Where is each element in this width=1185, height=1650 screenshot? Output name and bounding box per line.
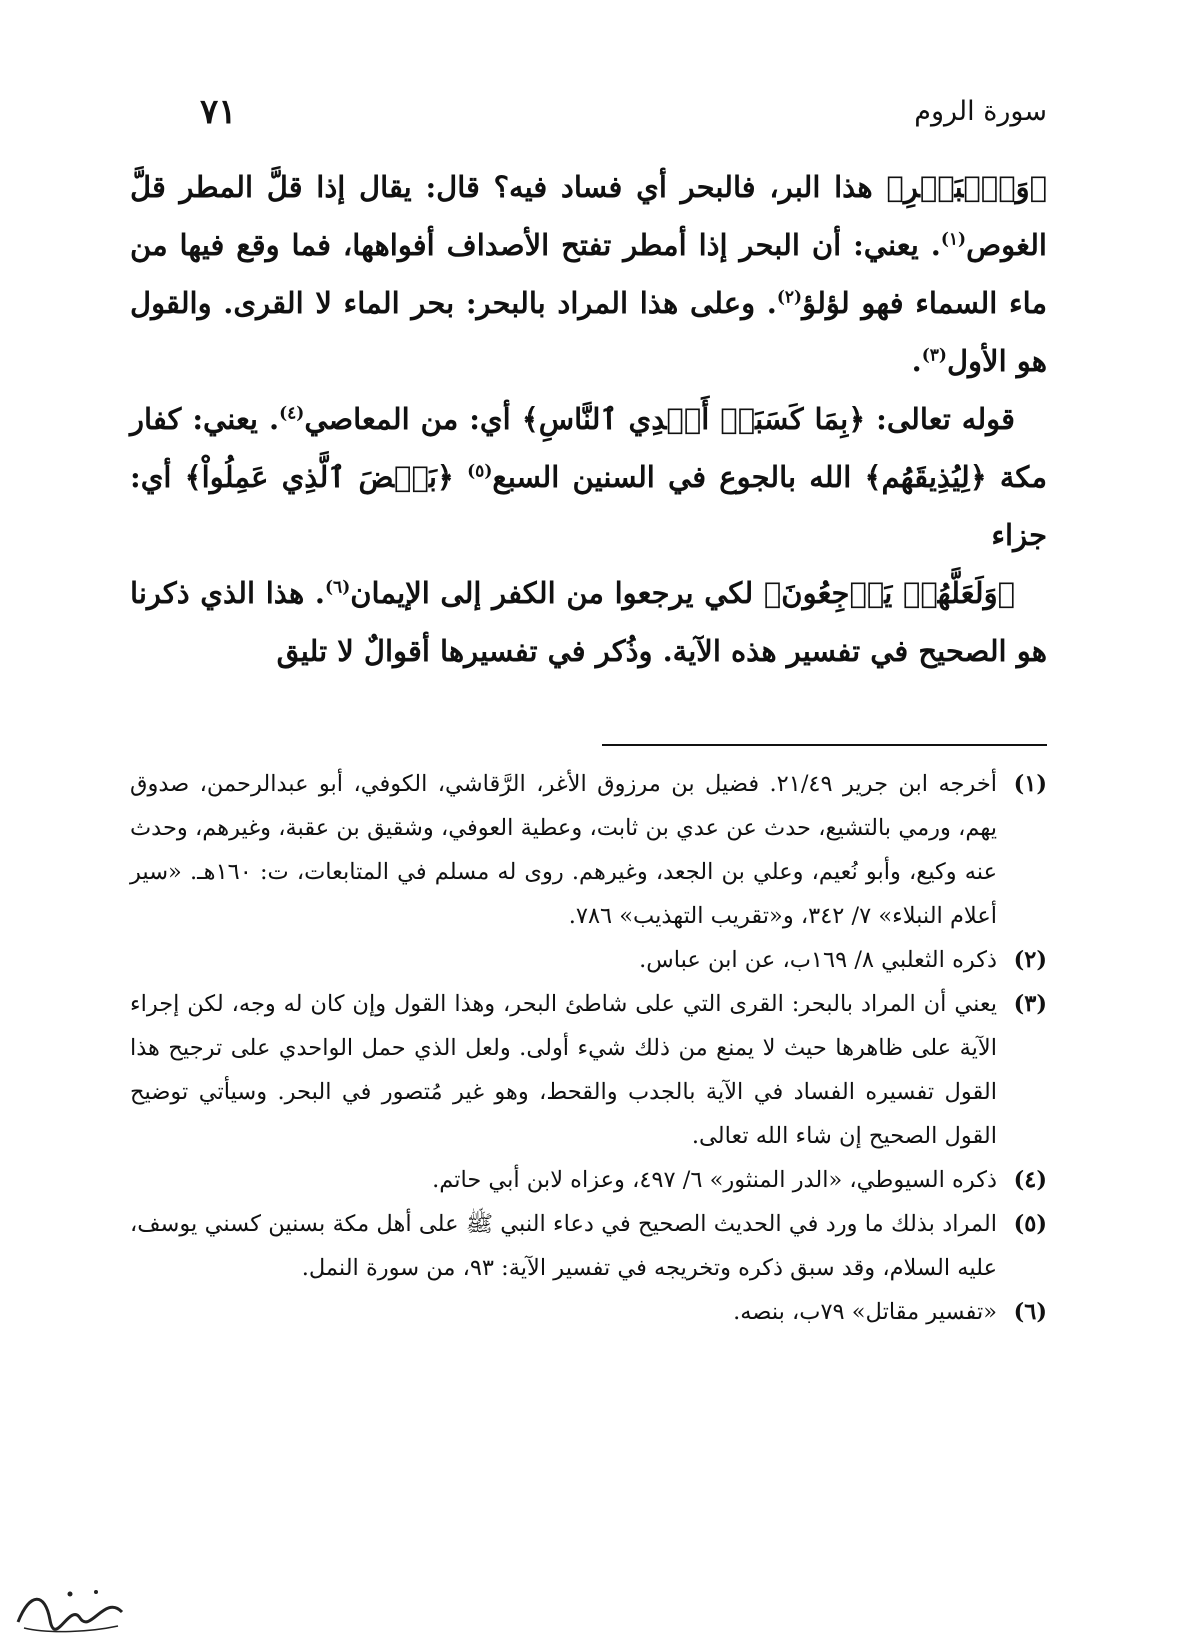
footnote-number: (١) (1013, 771, 1047, 797)
footnote-ref: (٣) (921, 345, 947, 366)
footnote-text: المراد بذلك ما ورد في الحديث الصحيح في دعاء النبي ﷺ على أهل مكة بسنين كسني يوسف، عليه السلام، وقد سبق ذكره وتخريجه في تفسير الآية: ٩٣، من سورة النمل. (130, 1211, 997, 1281)
paragraph-3 (130, 564, 1047, 680)
footnote-ref: (٦) (325, 577, 351, 598)
footnote-text: ذكره السيوطي، «الدر المنثور» ٦/ ٤٩٧، وعزاه لابن أبي حاتم. (432, 1167, 997, 1193)
running-title: سورة الروم (914, 96, 1047, 127)
paragraph-2 (130, 390, 1047, 564)
publisher-logo (10, 1582, 130, 1636)
page-header (130, 92, 1047, 142)
text-run: . وعلى هذا المراد بالبحر: بحر الماء لا القرى. والقول هو الأول (130, 286, 1047, 378)
footnote-divider (602, 744, 1047, 746)
quran-verse: ﴿وَلَعَلَّهُمۡ يَرۡجِعُونَ﴾ (763, 576, 1016, 610)
text-run (454, 460, 467, 494)
text-run: . (911, 344, 922, 378)
page-number: ٧١ (200, 92, 237, 132)
footnote-text: «تفسير مقاتل» ٧٩ب، بنصه. (733, 1299, 997, 1325)
footnote-ref: (٤) (279, 403, 305, 424)
footnote-text: يعني أن المراد بالبحر: القرى التي على شاطئ البحر، وهذا القول وإن كان له وجه، لكن إجراء الآية على ظاهرها حيث لا يمنع من ذلك شيء أولى. ولعل الذي حمل الواحدي على ترجيح هذا القول تفسيره الفساد في الآية بالجدب والقحط، وهو غير مُتصور في البحر. وسيأتي توضيح القول الصحيح إن شاء الله تعالى. (130, 991, 997, 1149)
footnote-number: (٣) (1013, 991, 1047, 1017)
quran-verse: ﴿بِمَا كَسَبَتۡ أَيۡدِي ٱلنَّاسِ﴾ (521, 402, 866, 436)
text-run: أي: من المعاصي (304, 402, 522, 436)
footnote (130, 1202, 1047, 1290)
quran-verse: ﴿بَعۡضَ ٱلَّذِي عَمِلُواْ﴾ (184, 460, 454, 494)
footnote (130, 1290, 1047, 1334)
text-run: . هذا الذي ذكرنا هو الصحيح في تفسير هذه الآية. وذُكر في تفسيرها أقوالٌ لا تليق (130, 576, 1047, 668)
paragraph-1 (130, 158, 1047, 390)
text-run: لكي يرجعوا من الكفر إلى الإيمان (350, 576, 764, 610)
footnote-number: (٥) (1013, 1211, 1047, 1237)
quran-verse: ﴿لِيُذِيقَهُم﴾ (864, 460, 987, 494)
footnote-text: ذكره الثعلبي ٨/ ١٦٩ب، عن ابن عباس. (639, 947, 997, 973)
footnote-text: أخرجه ابن جرير ٢١/٤٩. فضيل بن مرزوق الأغر، الرَّقاشي، الكوفي، أبو عبدالرحمن، صدوق يهم، ورمي بالتشيع، حدث عن عدي بن ثابت، وعطية العوفي، وشقيق بن عقبة، وغيرهم، وحدث عنه وكيع، وأبو نُعيم، وعلي بن الجعد، وغيرهم. روى له مسلم في المتابعات، ت: ١٦٠هـ. «سير أعلام النبلاء» ٧/ ٣٤٢، و«تقريب التهذيب» ٧٨٦. (130, 771, 997, 929)
text-run: الله بالجوع في السنين السبع (492, 460, 865, 494)
quran-verse: ﴿وَٱلۡبَحۡرِ﴾ (886, 170, 1047, 204)
footnote-number: (٤) (1013, 1167, 1047, 1193)
footnote-number: (٦) (1013, 1299, 1047, 1325)
footnote (130, 938, 1047, 982)
text-run: هذا البر، فالبحر أي فساد فيه؟ قال: يقال إذا قلَّ المطر قلَّ الغوص (130, 170, 1047, 262)
main-text (130, 158, 1047, 680)
footnote (130, 762, 1047, 938)
footnotes (130, 762, 1047, 1334)
text-run: . يعني: أن البحر إذا أمطر تفتح الأصداف أفواهها، فما وقع فيها من ماء السماء فهو لؤلؤ (130, 228, 1047, 320)
footnote (130, 1158, 1047, 1202)
text-run: قوله تعالى: (865, 402, 1016, 436)
footnote-ref: (٢) (776, 287, 803, 308)
footnote (130, 982, 1047, 1158)
footnote-ref: (٥) (467, 461, 493, 482)
text-run: . يعني: كفار مكة (130, 402, 1047, 494)
footnote-number: (٢) (1013, 947, 1047, 973)
footnote-ref: (١) (940, 229, 967, 250)
text-run: أي: جزاء (130, 460, 1047, 552)
